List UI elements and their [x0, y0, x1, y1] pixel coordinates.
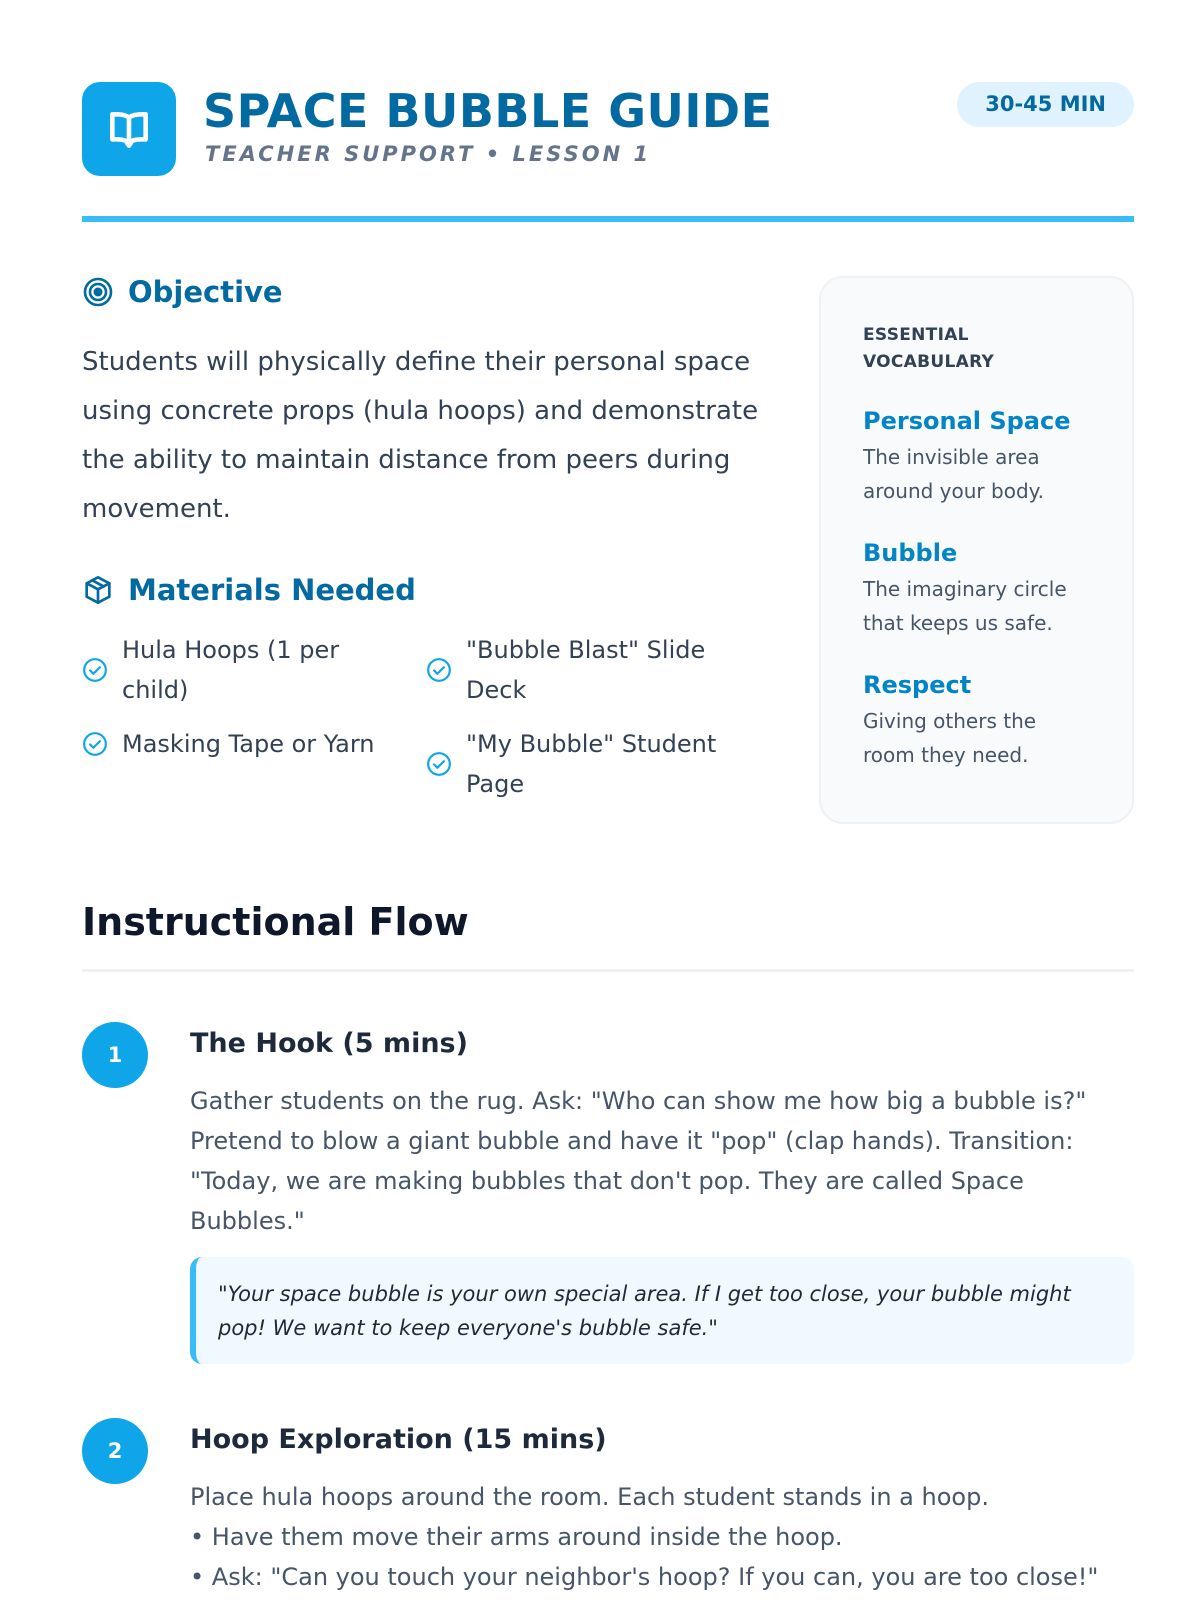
header-divider	[82, 216, 1134, 222]
vocab-term: Personal Space	[863, 407, 1071, 435]
cube-icon	[82, 574, 114, 606]
list-item: • Ask: "Can you touch your neighbor's hoop? If you can, you are too close!"	[190, 1563, 1099, 1591]
page-header	[82, 82, 1134, 222]
list-item	[426, 630, 756, 710]
flow-divider	[82, 969, 1134, 972]
material-label: Hula Hoops (1 per child)	[122, 636, 340, 704]
step-number-badge: 2	[82, 1418, 148, 1484]
materials-heading-label: Materials Needed	[128, 573, 416, 607]
material-label: "My Bubble" Student Page	[466, 730, 717, 798]
vocabulary-heading: ESSENTIAL VOCABULARY	[863, 325, 995, 372]
vocab-definition: Giving others the room they need.	[863, 709, 1037, 767]
step-number-badge: 1	[82, 1022, 148, 1088]
materials-heading	[82, 573, 416, 607]
page-subtitle: TEACHER SUPPORT • LESSON 1	[205, 142, 652, 166]
objective-heading-label: Objective	[128, 275, 283, 309]
list-item	[426, 724, 756, 804]
list-item	[82, 630, 412, 710]
step-title: Hoop Exploration (15 mins)	[190, 1424, 607, 1455]
vocab-term: Bubble	[863, 539, 958, 567]
vocabulary-card	[819, 276, 1134, 824]
vocab-definition: The imaginary circle that keeps us safe.	[863, 577, 1067, 635]
step-body: Gather students on the rug. Ask: "Who can show me how big a bubble is?" Pretend to blow a giant bubble and have it "pop" (clap hands). Transition: "Today, we are making bubbles that don't pop. They are called Space Bubbles."	[190, 1087, 1087, 1235]
objective-heading	[82, 275, 283, 309]
open-book-icon	[104, 104, 154, 154]
step-title: The Hook (5 mins)	[190, 1028, 468, 1059]
target-icon	[82, 276, 114, 308]
list-item: • Have them move their arms around inside the hoop.	[190, 1523, 843, 1551]
lesson-page	[82, 0, 1134, 1600]
flow-heading: Instructional Flow	[82, 900, 469, 944]
step-body-intro: Place hula hoops around the room. Each student stands in a hoop.	[190, 1483, 989, 1511]
check-circle-icon	[426, 657, 452, 683]
material-label: Masking Tape or Yarn	[122, 730, 375, 758]
objective-text: Students will physically define their personal space using concrete props (hula hoops) and demonstrate the ability to maintain distance from peers during movement.	[82, 347, 759, 524]
check-circle-icon	[426, 751, 452, 777]
check-circle-icon	[82, 657, 108, 683]
step-body-list	[190, 1477, 1134, 1597]
check-circle-icon	[82, 731, 108, 757]
vocab-term: Respect	[863, 671, 972, 699]
teacher-script-quote: "Your space bubble is your own special area. If I get too close, your bubble might pop! We want to keep everyone's bubble safe."	[190, 1257, 1134, 1364]
vocab-definition: The invisible area around your body.	[863, 445, 1044, 503]
duration-badge: 30-45 MIN	[957, 82, 1134, 127]
material-label: "Bubble Blast" Slide Deck	[466, 636, 706, 704]
list-item	[82, 724, 412, 764]
page-title: SPACE BUBBLE GUIDE	[203, 84, 773, 138]
logo-badge	[82, 82, 176, 176]
